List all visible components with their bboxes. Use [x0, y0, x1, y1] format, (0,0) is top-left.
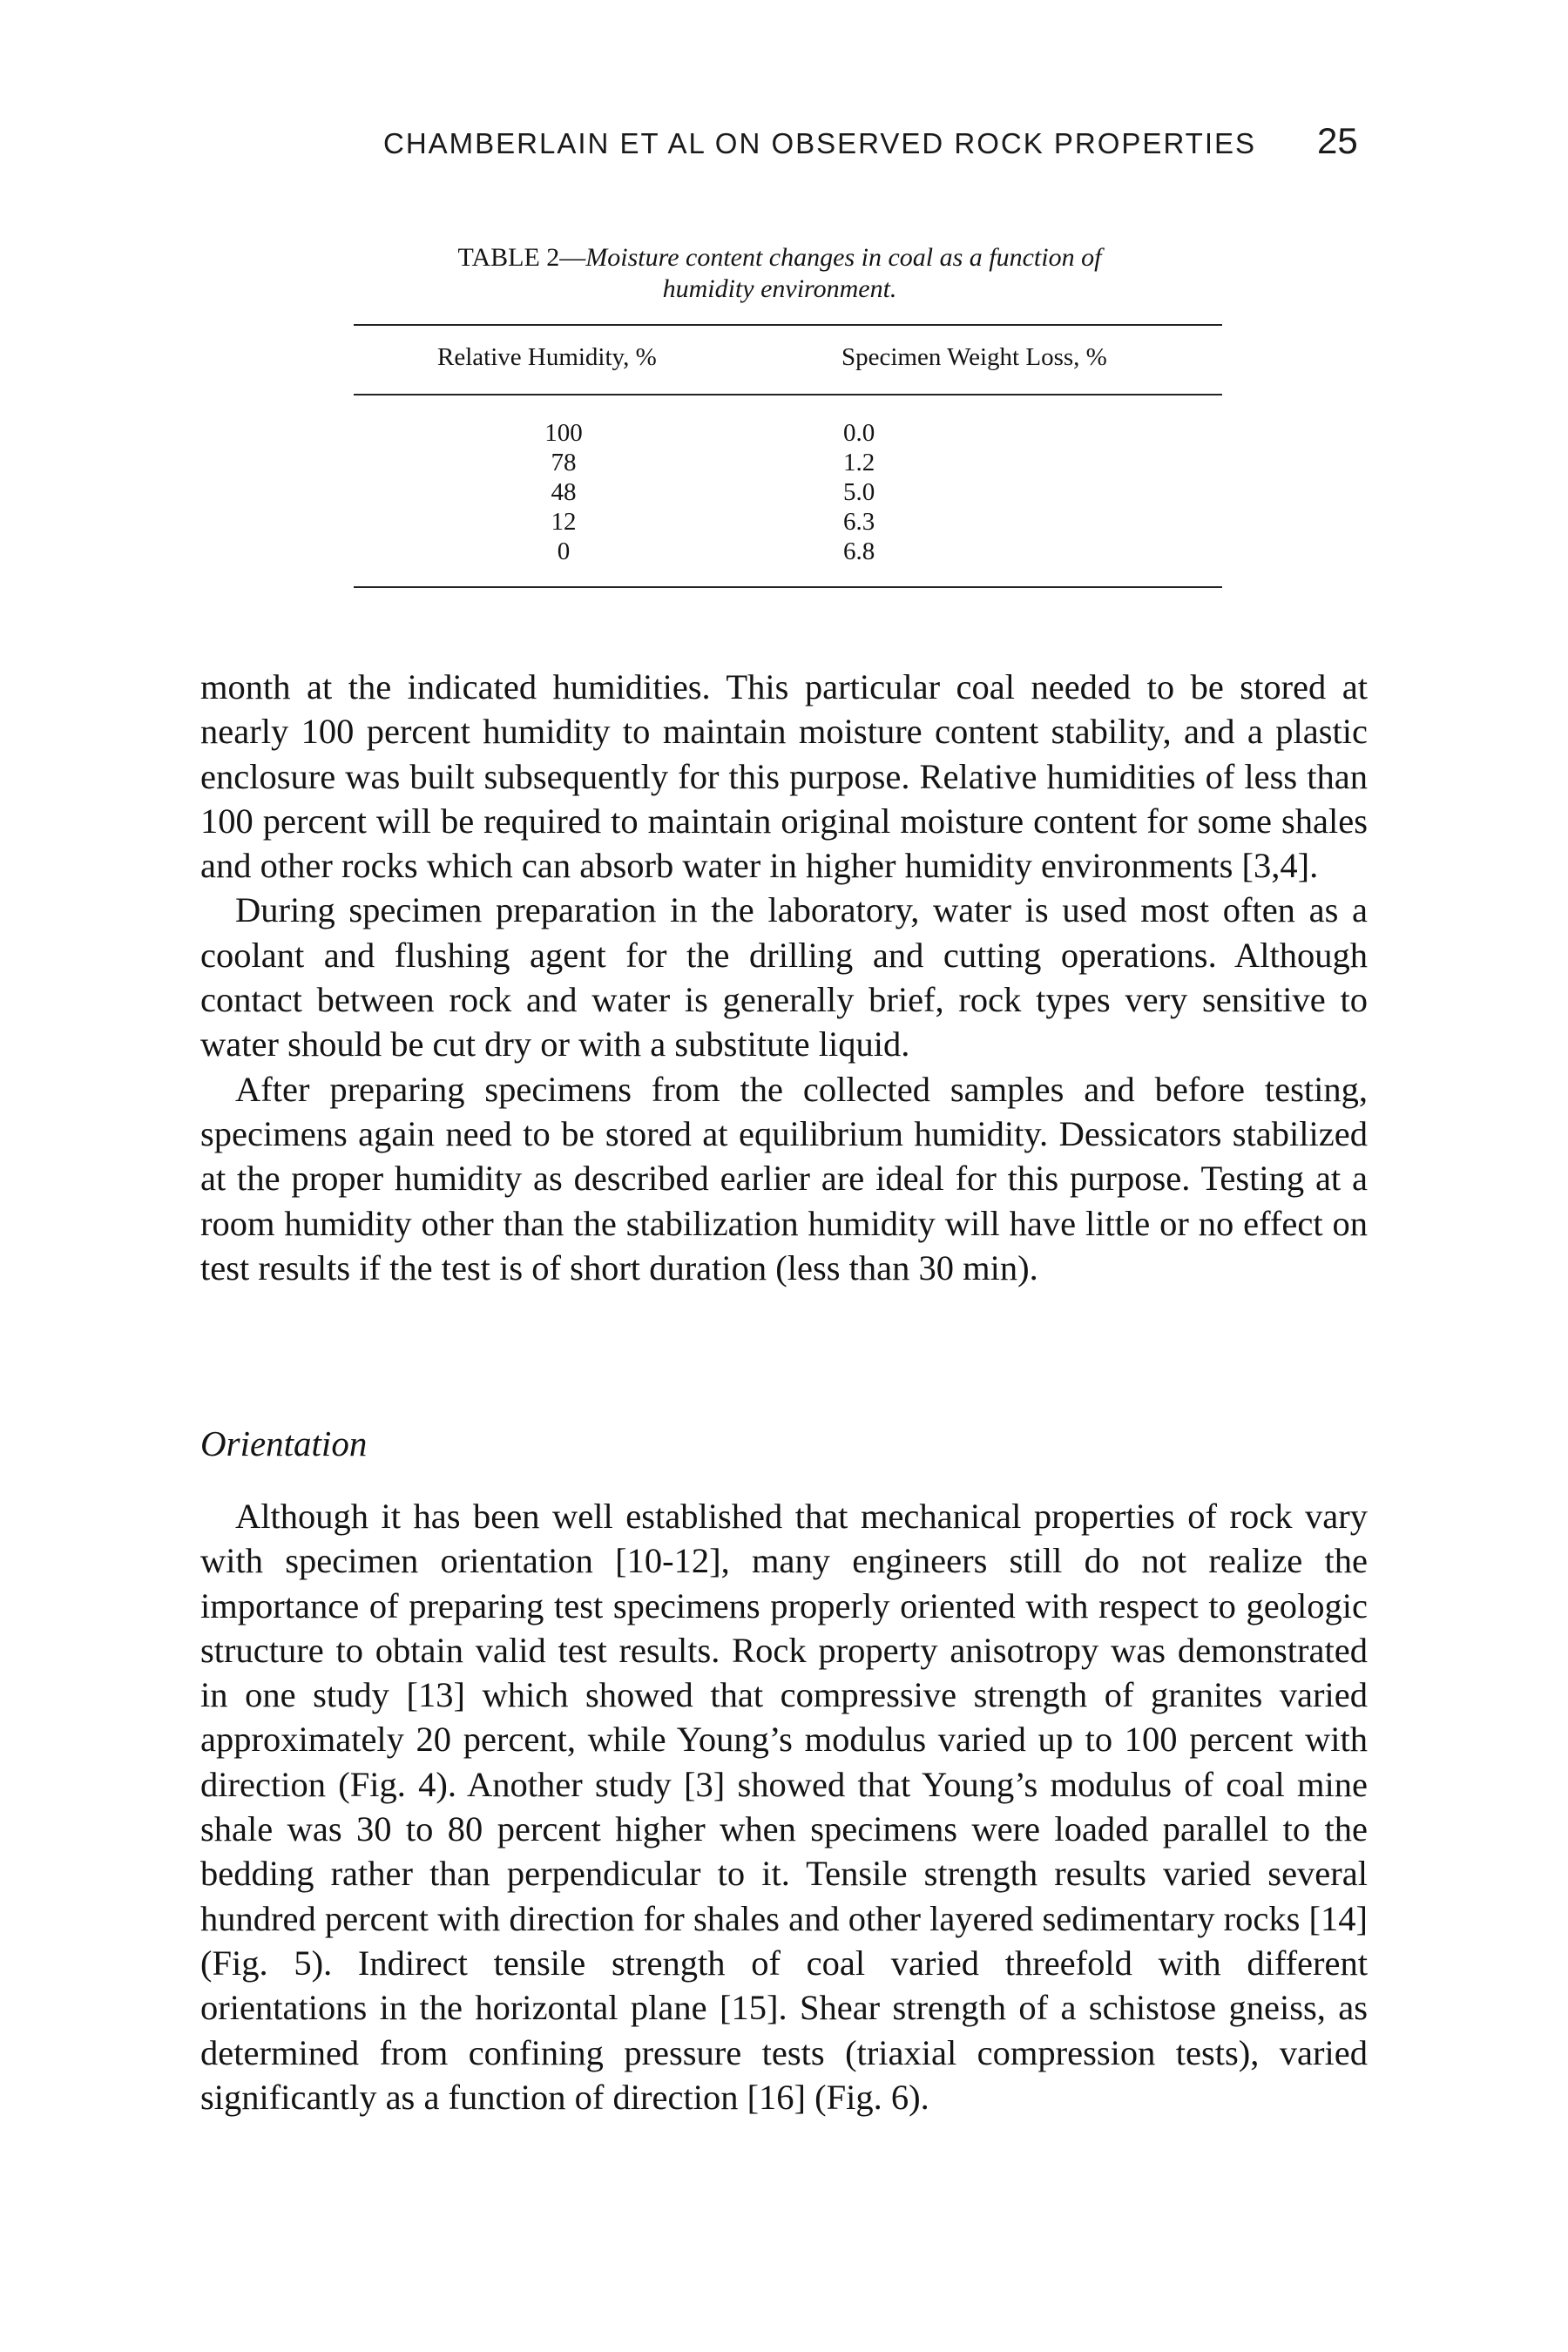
table-label: TABLE 2—: [457, 243, 586, 272]
table-top-rule: [354, 324, 1222, 326]
table-caption: [409, 242, 1150, 305]
column-header-weight-loss: Specimen Weight Loss, %: [841, 343, 1107, 371]
body-text-lower: [200, 1494, 1368, 2119]
table-header-rule: [354, 394, 1222, 395]
table-cell-humidity: 12: [551, 508, 577, 536]
table-caption-text: Moisture content changes in coal as a function of humidity environment.: [585, 243, 1102, 303]
paragraph: After preparing specimens from the collected samples and before testing, specimens again need to be stored at equilibrium humidity. Dessicators stabilized at the proper humidity as described earlier are ideal for this purpose. Testing at a room humidity other than the stabilization humidity will have little or no effect on test results if the test is of short duration (less than 30 min).: [200, 1069, 1368, 1288]
table-cell-humidity: 78: [551, 449, 577, 476]
body-text-upper: [200, 665, 1368, 1290]
table-cell-weight-loss: 6.3: [843, 508, 875, 536]
column-header-humidity: Relative Humidity, %: [437, 343, 657, 371]
table-cell-weight-loss: 1.2: [843, 449, 875, 476]
table-bottom-rule: [354, 586, 1222, 588]
table-cell-humidity: 100: [544, 419, 583, 447]
table-cell-humidity: 0: [557, 537, 571, 565]
page-number: 25: [1317, 120, 1358, 161]
section-heading: Orientation: [200, 1423, 368, 1463]
table-cell-humidity: 48: [551, 478, 577, 506]
table-cell-weight-loss: 6.8: [843, 537, 875, 565]
paragraph: During specimen preparation in the laboratory, water is used most often as a coolant and flushing agent for the drilling and cutting operations. Although contact between rock and water is generally brief, rock types very sensitive to water should be cut dry or with a substitute liquid.: [200, 890, 1368, 1064]
paragraph: Although it has been well established that mechanical properties of rock vary with specimen orientation [10-12], many engineers still do not realize the importance of preparing test specimens properly oriented with respect to geologic structure to obtain valid test results. Rock property anisotropy was demonstrated in one study [13] which showed that compressive strength of granites varied approximately 20 percent, while Young’s modulus varied up to 100 percent with direction (Fig. 4). Another study [3] showed that Young’s modulus of coal mine shale was 30 to 80 percent higher when specimens were loaded parallel to the bedding rather than perpendicular to it. Tensile strength results varied several hundred percent with direction for shales and other layered sedimentary rocks [14] (Fig. 5). Indirect tensile strength of coal varied threefold with different orientations in the horizontal plane [15]. Shear strength of a schistose gneiss, as determined from confining pressure tests (triaxial compression tests), varied significantly as a function of direction [16] (Fig. 6).: [200, 1497, 1368, 2117]
running-head: CHAMBERLAIN ET AL ON OBSERVED ROCK PROPERTIES: [383, 127, 1257, 159]
table-cell-weight-loss: 5.0: [843, 478, 875, 506]
table-cell-weight-loss: 0.0: [843, 419, 875, 447]
paragraph: month at the indicated humidities. This particular coal needed to be stored at nearly 100 percent humidity to maintain moisture content stability, and a plastic enclosure was built subsequently for this purpose. Relative humidities of less than 100 percent will be required to maintain original moisture content for some shales and other rocks which can absorb water in higher humidity environments [3,4].: [200, 667, 1368, 886]
